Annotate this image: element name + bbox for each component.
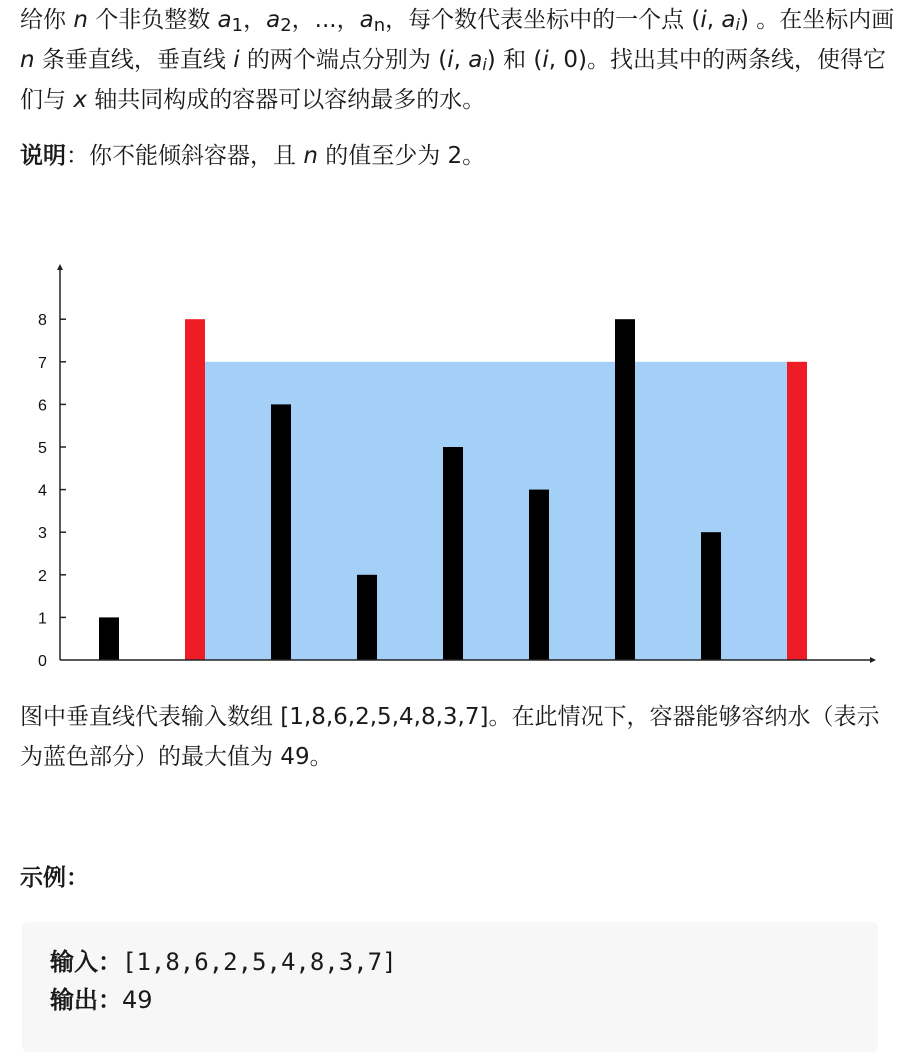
var-a: a (217, 7, 232, 33)
y-tick-label: 2 (38, 567, 47, 585)
height-bar (701, 532, 721, 660)
intro-text: ， (243, 7, 267, 33)
var-i: i (700, 7, 707, 33)
intro-text: 的两个端点分别为 ( (239, 47, 448, 73)
y-tick-label: 0 (38, 653, 47, 670)
height-bar (615, 319, 635, 660)
var-a: a (468, 47, 483, 73)
y-tick-label: 6 (38, 397, 47, 415)
var-n: n (20, 47, 35, 73)
intro-text: ，每个数代表坐标中的一个点 ( (385, 7, 701, 33)
input-value: [1,8,6,2,5,4,8,3,7] (122, 948, 397, 976)
var-i: i (233, 47, 240, 73)
subscript: n (373, 15, 386, 36)
intro-text: ) 和 ( (486, 47, 543, 73)
example-heading: 示例： (20, 865, 89, 891)
intro-text: 轴共同构成的容器可以容纳最多的水。 (86, 87, 486, 113)
output-label: 输出： (50, 986, 122, 1014)
water-layer (205, 362, 787, 660)
y-tick-label: 7 (38, 354, 47, 372)
var-a: a (359, 7, 374, 33)
example-code-block (22, 922, 878, 1052)
y-axis-arrow-icon (57, 264, 63, 270)
water-area (205, 362, 787, 660)
intro-text: , (706, 7, 722, 33)
container-wall-bar (185, 319, 205, 660)
intro-text: ) 。在坐标内画 (739, 7, 895, 33)
intro-text: , (453, 47, 469, 73)
note-text: ：你不能倾斜容器，且 (66, 143, 304, 169)
input-label: 输入： (50, 948, 122, 976)
x-axis-arrow-icon (870, 657, 876, 663)
y-tick-label: 5 (38, 440, 47, 457)
height-bar (529, 490, 549, 660)
height-bar (271, 404, 291, 660)
subscript: i (735, 15, 740, 34)
var-a: a (721, 7, 736, 33)
container-wall-bar (787, 362, 807, 660)
height-bar (99, 617, 119, 660)
output-value: 49 (122, 986, 153, 1014)
var-a: a (266, 7, 281, 33)
var-n: n (73, 7, 88, 33)
figure-caption: 图中垂直线代表输入数组 [1,8,6,2,5,4,8,3,7]。在此情况下，容器能够容纳水（表示为蓝色部分）的最大值为 49。 (20, 704, 880, 770)
y-tick-label: 4 (38, 482, 47, 500)
y-tick-label: 3 (38, 525, 47, 543)
intro-text: 个非负整数 (87, 7, 218, 33)
subscript: 2 (280, 15, 292, 36)
y-tick-label: 1 (38, 610, 47, 628)
example-output-line (50, 982, 153, 1018)
ticks-layer (38, 312, 66, 670)
subscript: 1 (231, 15, 244, 36)
note-text: 的值至少为 2。 (317, 143, 486, 169)
intro-text: ，...， (291, 7, 360, 33)
var-x: x (73, 87, 87, 113)
height-bar (357, 575, 377, 660)
height-bar (443, 447, 463, 660)
y-tick-label: 8 (38, 312, 47, 330)
intro-text: 条垂直线，垂直线 (34, 47, 234, 73)
var-n: n (303, 143, 318, 169)
intro-text: 给你 (20, 7, 74, 33)
subscript: i (482, 55, 487, 74)
note-label: 说明 (20, 143, 66, 169)
example-input-line (50, 944, 397, 980)
var-i: i (542, 47, 549, 73)
intro-text: , 0)。找出其中的两条线，使得它们与 (20, 47, 886, 113)
var-i: i (447, 47, 454, 73)
